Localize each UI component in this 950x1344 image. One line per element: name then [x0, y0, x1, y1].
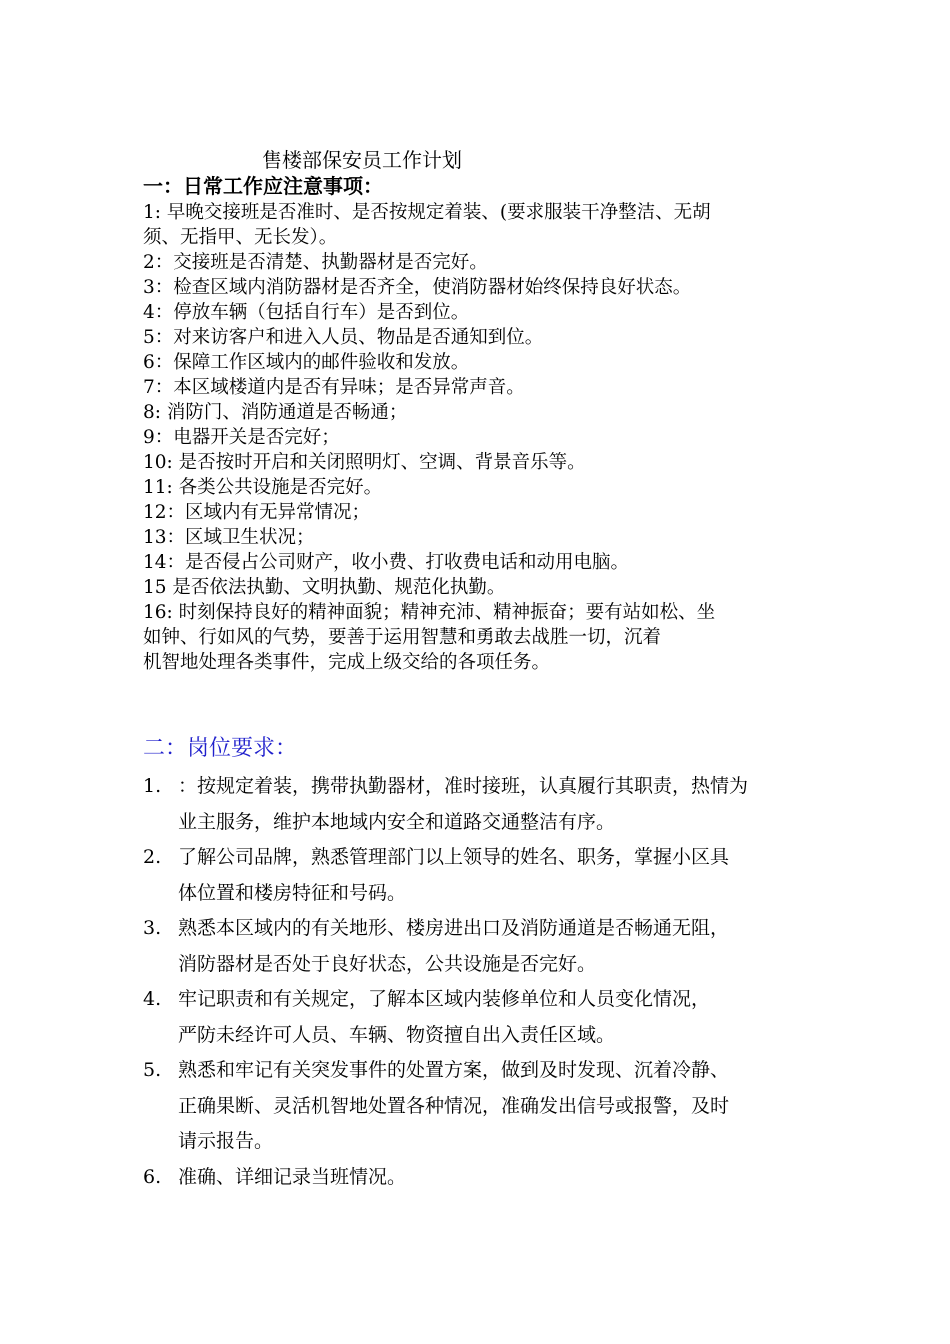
list-item — [143, 400, 823, 425]
section2-list — [143, 769, 843, 1195]
item-number: 5. — [143, 1059, 162, 1081]
list-item — [143, 500, 823, 525]
list-item-line: 14：是否侵占公司财产，收小费、打收费电话和动用电脑。 — [143, 552, 630, 573]
item-number: 2. — [143, 846, 162, 868]
list-item-line: 1: 早晚交接班是否准时、是否按规定着装、(要求服装干净整洁、无胡 — [143, 202, 711, 223]
item-line: ：按规定着装，携带执勤器材，准时接班，认真履行其职责，热情为 — [178, 775, 749, 797]
item-line: 严防未经许可人员、车辆、物资擅自出入责任区域。 — [178, 1023, 616, 1046]
list-item — [143, 350, 823, 375]
list-item — [143, 575, 823, 600]
list-item-line: 13：区域卫生状况； — [143, 527, 315, 548]
list-item-line: 7：本区域楼道内是否有异味；是否异常声音。 — [143, 377, 525, 398]
numbered-item — [143, 911, 828, 982]
numbered-item — [143, 840, 828, 911]
list-item — [143, 550, 823, 575]
item-line: 熟悉本区域内的有关地形、楼房进出口及消防通道是否畅通无阻， — [178, 917, 730, 939]
item-line: 正确果断、灵活机智地处置各种情况，准确发出信号或报警，及时 — [178, 1094, 730, 1117]
list-item — [143, 325, 823, 350]
item-line: 消防器材是否处于良好状态，公共设施是否完好。 — [178, 952, 597, 975]
list-item-line: 9：电器开关是否完好； — [143, 427, 340, 448]
item-line: 体位置和楼房特征和号码。 — [178, 881, 407, 904]
list-item — [143, 475, 823, 500]
item-line: 熟悉和牢记有关突发事件的处置方案，做到及时发现、沉着冷静、 — [178, 1059, 730, 1081]
list-item-line: 15 是否依法执勤、文明执勤、规范化执勤。 — [143, 577, 506, 598]
list-item-line: 3：检查区域内消防器材是否齐全，使消防器材始终保持良好状态。 — [143, 277, 692, 298]
list-item-line: 11: 各类公共设施是否完好。 — [143, 477, 383, 498]
list-item-line: 12：区域内有无异常情况； — [143, 502, 371, 523]
section-daily-notes — [143, 172, 823, 675]
list-item — [143, 425, 823, 450]
list-item — [143, 525, 823, 550]
section2-heading: 二：岗位要求： — [143, 736, 298, 761]
list-item-line: 6：保障工作区域内的邮件验收和发放。 — [143, 352, 470, 373]
item-number: 1. — [143, 775, 162, 797]
list-item-line: 2：交接班是否清楚、执勤器材是否完好。 — [143, 252, 488, 273]
section1-heading: 一：日常工作应注意事项： — [143, 174, 383, 198]
numbered-item — [143, 1053, 828, 1160]
section-post-requirements — [143, 733, 843, 1195]
list-item-line: 8: 消防门、消防通道是否畅通； — [143, 402, 408, 423]
item-line: 牢记职责和有关规定，了解本区域内装修单位和人员变化情况， — [178, 988, 711, 1010]
item-number: 6. — [143, 1165, 162, 1188]
numbered-item — [143, 1160, 828, 1196]
item-number: 4. — [143, 988, 162, 1010]
item-line: 了解公司品牌，熟悉管理部门以上领导的姓名、职务，掌握小区具 — [178, 846, 730, 868]
item-line: 准确、详细记录当班情况。 — [178, 1165, 407, 1188]
list-item — [143, 250, 823, 275]
list-item — [143, 450, 823, 475]
item-line: 业主服务，维护本地域内安全和道路交通整洁有序。 — [178, 810, 616, 833]
list-item-line: 机智地处理各类事件，完成上级交给的各项任务。 — [143, 652, 551, 673]
list-item-line: 须、无指甲、无长发）。 — [143, 227, 338, 248]
item-line: 请示报告。 — [178, 1130, 274, 1152]
list-item — [143, 300, 823, 325]
section1-list — [143, 200, 823, 675]
list-item-line: 10: 是否按时开启和关闭照明灯、空调、背景音乐等。 — [143, 452, 586, 473]
list-item-line: 如钟、行如风的气势，要善于运用智慧和勇敢去战胜一切，沉着 — [143, 627, 662, 648]
list-item — [143, 200, 872, 250]
numbered-item — [143, 769, 828, 840]
item-number: 3. — [143, 917, 162, 939]
list-item — [143, 600, 872, 675]
list-item — [143, 375, 823, 400]
list-item-line: 16: 时刻保持良好的精神面貌；精神充沛、精神振奋；要有站如松、坐 — [143, 602, 716, 623]
numbered-item — [143, 982, 828, 1053]
document-title: 售楼部保安员工作计划 — [262, 148, 462, 172]
list-item-line: 5：对来访客户和进入人员、物品是否通知到位。 — [143, 327, 544, 348]
list-item-line: 4：停放车辆（包括自行车）是否到位。 — [143, 302, 470, 323]
list-item — [143, 275, 823, 300]
